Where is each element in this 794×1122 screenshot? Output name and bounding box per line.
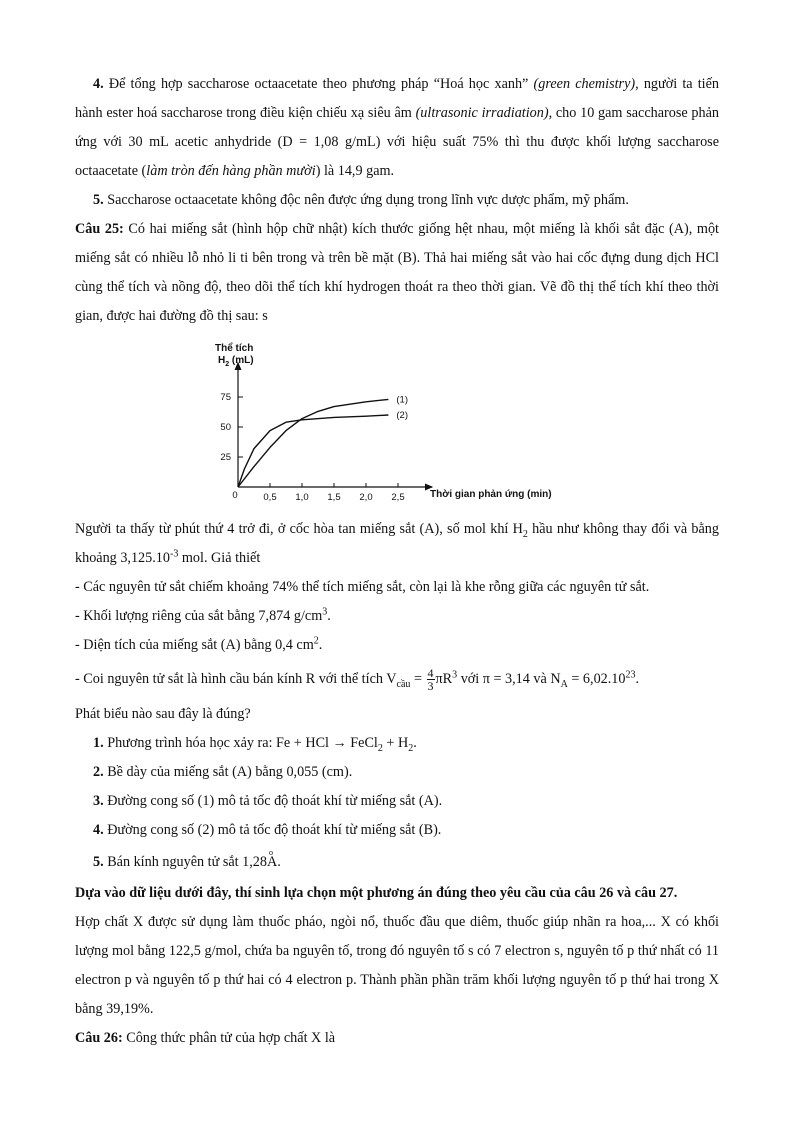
- series-label-1: (1): [396, 394, 409, 406]
- choice-4: 4. Đường cong số (2) mô tả tốc độ thoát khí từ miếng sắt (B).: [93, 822, 442, 838]
- page-content: [75, 70, 719, 1053]
- gas-volume-chart: [75, 331, 719, 515]
- x-tick-label: 0,5: [263, 492, 277, 503]
- y-axis-label-line2: $H_2$ (mL): [218, 355, 254, 368]
- assumption-3: - Diện tích của miếng sắt (A) bằng 0,4 $cm^2$.: [75, 635, 323, 653]
- question-25: Câu 25: Có hai miếng sắt (hình hộp chữ nhật) kích thước giống hệt nhau, một miếng là khối sắt đặc (A), một miếng sắt có nhiều lỗ nhỏ li ti bên trong và trên bề mặt (B). Thả hai miếng sắt vào hai cốc đựng dung dịch HCl cùng thể tích và nồng độ, theo dõi thể tích khí hydrogen thoát ra theo thời gian. Vẽ đồ thị thể tích khí theo thời gian, được hai đường đồ thị sau: s: [75, 221, 719, 324]
- x-axis-label: Thời gian phản ứng (min): [430, 489, 552, 500]
- shared-data-text: Hợp chất X được sử dụng làm thuốc pháo, ngòi nổ, thuốc đầu que diêm, thuốc giúp nhãn ra hoa,... X có khối lượng mol bằng 122,5 g/mol, chứa ba nguyên tố, trong đó nguyên tố s có 7 electron s, nguyên tố p thứ nhất có 11 electron p và nguyên tố p thứ hai có 4 electron p. Thành phần phần trăm khối lượng nguyên tố p thứ hai trong X bằng 39,19%.: [75, 914, 719, 1017]
- y-tick-label: 25: [220, 452, 231, 463]
- y-tick-label: 75: [220, 392, 231, 403]
- x-tick-label: 1,5: [327, 492, 341, 503]
- series-line-1: [238, 399, 388, 487]
- chart-svg: [75, 331, 719, 515]
- series-line-2: [238, 415, 388, 487]
- fraction-4-3: $\frac{4}{3}$: [427, 666, 434, 694]
- x-tick-label: 2,0: [359, 492, 373, 503]
- choice-2: 2. Bề dày của miếng sắt (A) bằng 0,055 (cm).: [93, 764, 353, 780]
- question-26: Câu 26: Công thức phân tử của hợp chất X là: [75, 1030, 336, 1046]
- question-prompt: Phát biểu nào sau đây là đúng?: [75, 706, 251, 722]
- y-tick-label: 50: [220, 422, 231, 433]
- x-tick-label: 2,5: [391, 492, 405, 503]
- statement-4: 4. Để tổng hợp saccharose octaacetate theo phương pháp “Hoá học xanh” (green chemistry), người ta tiến hành ester hoá saccharose trong điều kiện chiếu xạ siêu âm (ultrasonic irradiation), cho 10 gam saccharose phản ứng với 30 mL acetic anhydride (D = 1,08 g/mL) với hiệu suất 75% thì thu được khối lượng saccharose octaacetate (làm tròn đến hàng phần mười) là 14,9 gam.: [75, 76, 720, 179]
- series-label-2: (2): [396, 410, 409, 421]
- statement-5: 5. Saccharose octaacetate không độc nên được ứng dụng trong lĩnh vực dược phẩm, mỹ phẩm.: [93, 192, 629, 208]
- question-label: Câu 25:: [75, 221, 124, 237]
- assumption-4: - Coi nguyên tử sắt là hình cầu bán kính R với thể tích $V_{cầu}$ = $\frac{4}{3}$ $\pi R^3$ với π = 3,14 và $N_A = 6,02.10^{23}$.: [75, 666, 640, 694]
- assumption-2: - Khối lượng riêng của sắt bằng 7,874 $g/cm^3$.: [75, 606, 331, 624]
- angstrom-unit: o A: [267, 845, 277, 879]
- question-label: Câu 26:: [75, 1030, 123, 1046]
- choice-3: 3. Đường cong số (1) mô tả tốc độ thoát khí từ miếng sắt (A).: [93, 793, 443, 809]
- choice-5: 5. Bán kính nguyên tử sắt 1,28o A.: [75, 845, 719, 879]
- choice-1: 1. Phương trình hóa học xảy ra: Fe + HCl → FeCl$_2$ + $H_2$.: [93, 735, 417, 754]
- x-tick-label: 1,0: [295, 492, 309, 503]
- shared-data-heading: Dựa vào dữ liệu dưới đây, thí sinh lựa chọn một phương án đúng theo yêu cầu của câu 26 và câu 27.: [75, 885, 678, 901]
- origin-label: 0: [232, 490, 238, 501]
- assumption-1: - Các nguyên tử sắt chiếm khoảng 74% thể tích miếng sắt, còn lại là khe rỗng giữa các nguyên tử sắt.: [75, 579, 650, 595]
- y-axis-label-line1: Thể tích: [215, 343, 254, 354]
- observation: Người ta thấy từ phút thứ 4 trở đi, ở cốc hòa tan miếng sắt (A), số mol khí $H_2$ hầu như không thay đổi và bằng khoảng $3,125.10^{-3}$ mol. Giả thiết: [75, 521, 719, 566]
